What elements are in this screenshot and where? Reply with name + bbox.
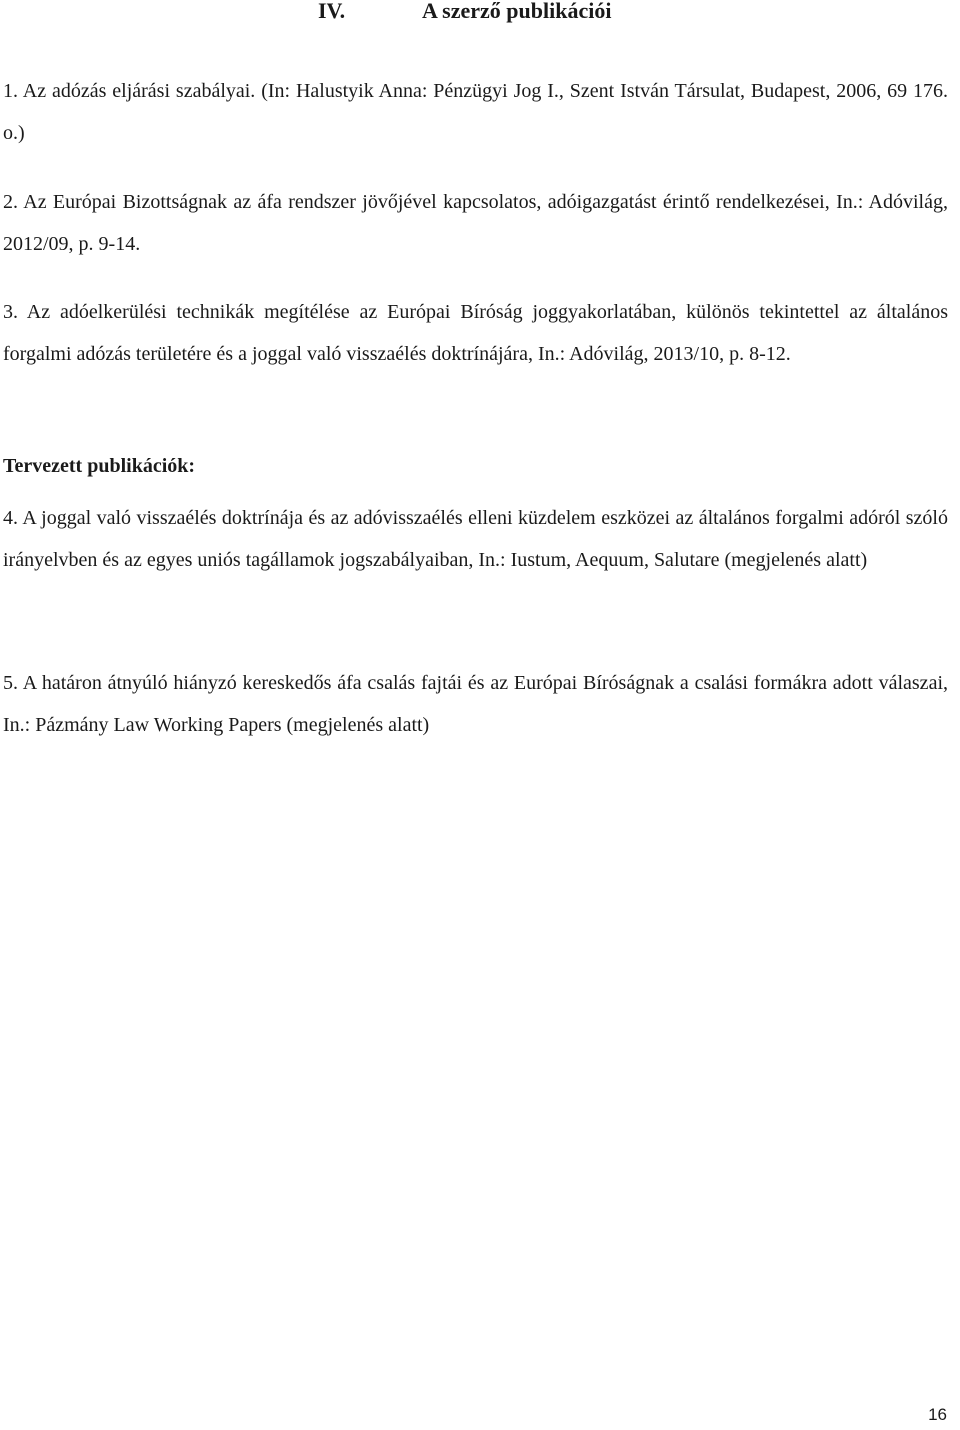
- publication-item-3: 3. Az adóelkerülési technikák megítélése az Európai Bíróság joggyakorlatában, különös tekintettel az általános forgalmi adózás területére és a joggal való visszaélés doktrínájára, In.: Adóvilág, 2013/10, p. 8-12.: [3, 301, 948, 365]
- planned-publications-heading: Tervezett publikációk:: [3, 455, 196, 477]
- page-number: 16: [928, 1405, 947, 1424]
- planned-item-5: 5. A határon átnyúló hiányzó kereskedős áfa csalás fajtái és az Európai Bíróságnak a csalási formákra adott válaszai, In.: Pázmány Law Working Papers (megjelenés alatt): [3, 672, 948, 736]
- publication-item-1: 1. Az adózás eljárási szabályai. (In: Halustyik Anna: Pénzügyi Jog I., Szent István Társulat, Budapest, 2006, 69 176. o.): [3, 80, 948, 144]
- section-title: A szerző publikációi: [422, 0, 612, 23]
- publication-item-2: 2. Az Európai Bizottságnak az áfa rendszer jövőjével kapcsolatos, adóigazgatást érintő rendelkezései, In.: Adóvilág, 2012/09, p. 9-14.: [3, 191, 948, 255]
- section-number: IV.: [318, 0, 346, 23]
- planned-item-4: 4. A joggal való visszaélés doktrínája és az adóvisszaélés elleni küzdelem eszközei az általános forgalmi adóról szóló irányelvben és az egyes uniós tagállamok jogszabályaiban, In.: Iustum, Aequum, Salutare (megjelenés alatt): [3, 507, 948, 571]
